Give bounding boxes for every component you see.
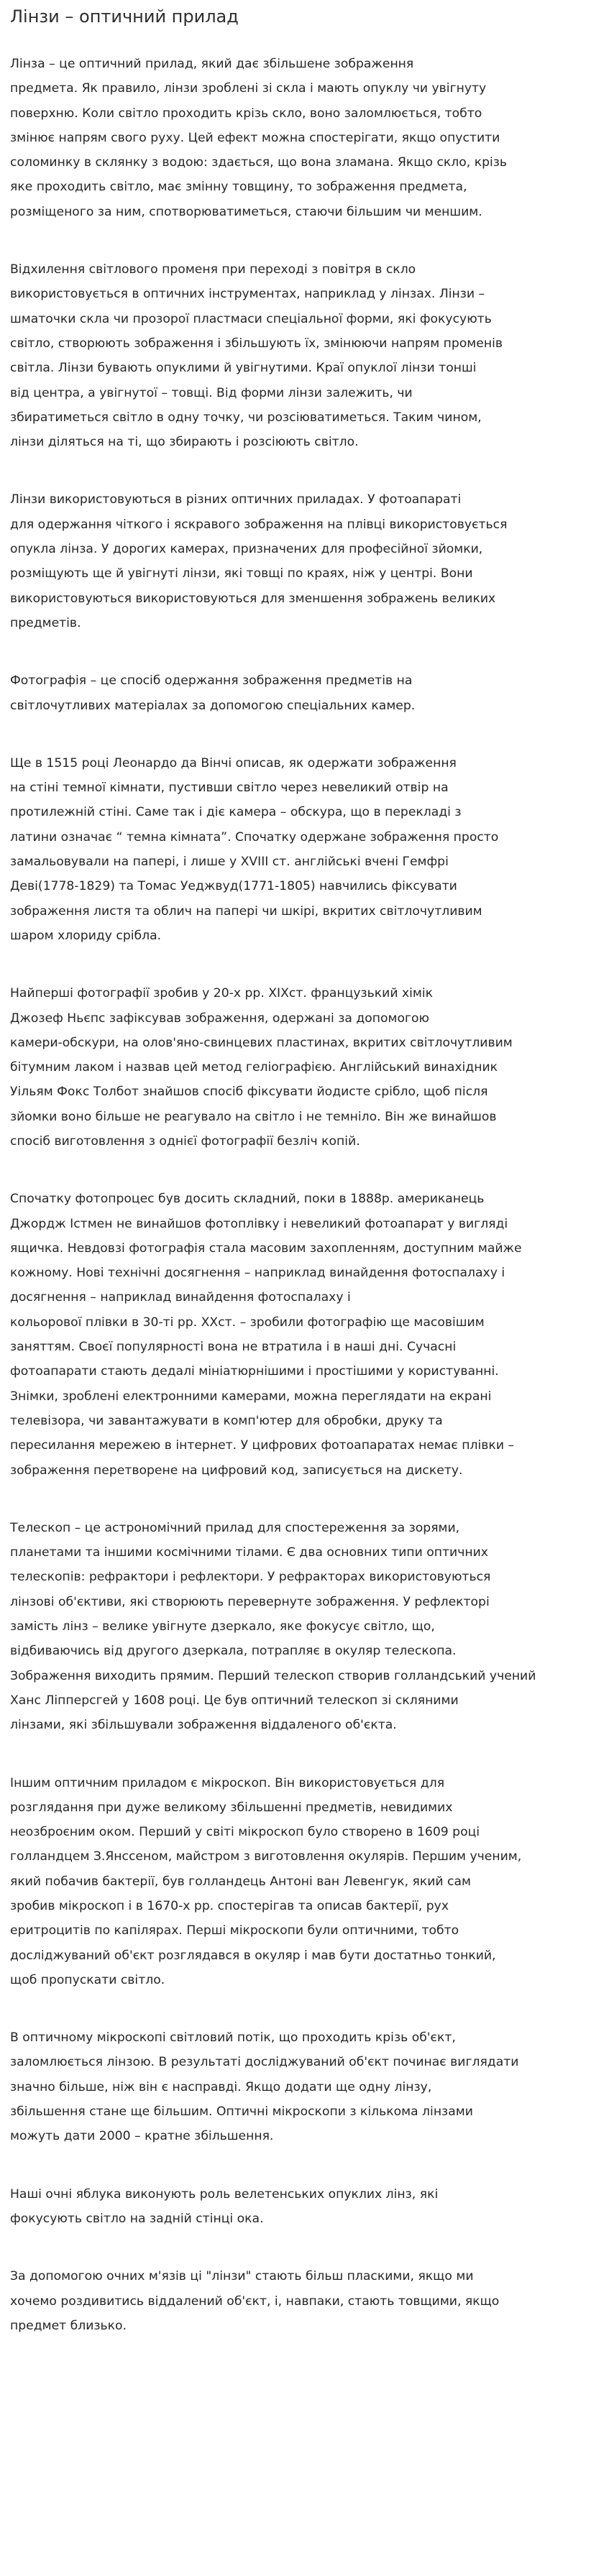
paragraph-camera-obscura: Ще в 1515 році Леонардо да Вінчі описав, як одержати зображення на стіні темної кімнати, пустивши світло через невеликий отвір на протилежній стіні. Саме так і діє камера – обскура, що в перекладі з латини означає “ темна кімната”. Спочатку одержане зображення просто замальовували на папері, і лише у XVIII ст. англійські вчені Гемфрі Деві(1778-1829) та Томас Уеджвуд(1771-1805) навчились фіксувати зображення листя та облич на папері чи шкірі, вкритих світлочутливим шаром хлориду срібла.	[10, 755, 499, 943]
paragraph-telescope: Телескоп – це астрономічний прилад для спостереження за зорями, планетами та іншими космічними тілами. Є два основних типи оптичних телескопів: рефрактори і рефлектори. У рефракторах використовуються лінзові об'єктиви, які створюють перевернуте зображення. У рефлекторі замість лінз – велике увігнуте дзеркало, яке фокусує світло, що, відбиваючись від другого дзеркала, потрапляє в окуляр телескопа. Зображення виходить прямим. Перший телескоп створив голландський учений Ханс Ліпперсгей у 1608 році. Це був оптичний телескоп зі скляними лінзами, які збільшували зображення віддаленого об'єкта.	[10, 1520, 536, 1733]
title-spacer	[10, 29, 599, 52]
paragraph-light-refraction: Відхилення світлового променя при переході з повітря в скло використовується в оптичних інструментах, наприклад у лінзах. Лінзи – шматочки скла чи прозорої пластмаси спеціальної форми, які фокусують світло, створюють зображення і збільшують їх, змінюючи напрям променів світла. Лінзи бувають опуклими й увігнутими. Краї опуклої лінзи тонші від центра, а увігнутої – товщі. Від форми лінзи залежить, чи збиратиметься світло в одну точку, чи розсіюватиметься. Таким чином, лінзи діляться на ті, що збирають і розсіюють світло.	[10, 262, 503, 450]
paragraph-optical-microscope: В оптичному мікроскопі світловий потік, що проходить крізь об'єкт, заломлюється лінзою. В результаті досліджуваний об'єкт починає виглядати значно більше, ніж він є насправді. Якщо додати ще одну лінзу, збільшення стане ще більшим. Оптичні мікроскопи з кількома лінзами можуть дати 2000 – кратне збільшення.	[10, 2030, 519, 2144]
paragraph-eyes: Наші очні яблука виконують роль велетенських опуклих лінз, які фокусують світло на задній стінці ока.	[10, 2186, 439, 2226]
document-body	[10, 52, 599, 2338]
paragraph-lenses-in-devices: Лінзи використовуються в різних оптичних приладах. У фотоапараті для одержання чіткого і яскравого зображення на плівці використовується опукла лінза. У дорогих камерах, призначених для професійної зйомки, розміщують ще й увігнуті лінзи, які товщі по краях, ніж у центрі. Вони використовуються використовуються для зменшення зображень великих предметів.	[10, 492, 508, 630]
paragraph-microscope: Іншим оптичним приладом є мікроскоп. Він використовується для розглядання при дуже великому збільшенні предметів, невидимих неозброєним оком. Перший у світі мікроскоп було створено в 1609 році голландцем З.Янссеном, майстром з виготовлення окулярів. Першим ученим, який побачив бактерії, був голландець Антоні ван Левенгук, який сам зробив мікроскоп і в 1670-х рр. спостерігав та описав бактерії, рух еритроцитів по капілярах. Перші мікроскопи були оптичними, тобто досліджуваний об'єкт розглядався в окуляр і мав бути достатньо тонкий, щоб пропускати світло.	[10, 1775, 522, 1987]
paragraph-photography-definition: Фотографія – це спосіб одержання зображення предметів на світлочутливих матеріалах за допомогою спеціальних камер.	[10, 673, 416, 713]
paragraph-first-photographs: Найперші фотографії зробив у 20-х рр. XIXст. французький хімік Джозеф Ньєпс зафіксував зображення, одержані за допомогою камери-обскури, на олов'яно-свинцевих пластинах, вкритих світлочутливим бітумним лаком і назвав цей метод геліографією. Англійський винахідник Уільям Фокс Толбот знайшов спосіб фіксувати йодисте срібло, щоб після зйомки воно більше не реагувало на світло і не темніло. Він же винайшов спосіб виготовлення з однієї фотографії безліч копій.	[10, 986, 513, 1149]
paragraph-lens-definition: Лінза – це оптичний прилад, який дає збільшене зображення предмета. Як правило, лінзи зроблені зі скла і мають опуклу чи увігнуту поверхню. Коли світло проходить крізь скло, воно заломлюється, тобто змінює напрям свого руху. Цей ефект можна спостерігати, якщо опустити соломинку в склянку з водою: здається, що вона зламана. Якщо скло, крізь яке проходить світло, має змінну товщину, то зображення предмета, розміщеного за ним, спотворюватиметься, стаючи більшим чи меншим.	[10, 57, 508, 219]
paragraph-eye-muscles: За допомогою очних м'язів ці "лінзи" стають більш пласкими, якщо ми хочемо роздивитись віддалений об'єкт, і, навпаки, стають товщими, якщо предмет близько.	[10, 2269, 500, 2333]
document-title: Лінзи – оптичний прилад	[10, 6, 239, 27]
paragraph-photo-process: Спочатку фотопроцес був досить складний, поки в 1888р. американець Джордж Істмен не винайшов фотоплівку і невеликий фотоапарат у вигляді ящичка. Невдовзі фотографія стала масовим захопленням, доступним майже кожному. Нові технічні досягнення – наприклад винайдення фотоспалаху і досягнення – наприклад винайдення фотоспалаху і кольорової плівки в 30-ті рр. XXст. – зробили фотографію ще масовішим заняттям. Своєї популярності вона не втратила і в наші дні. Сучасні фотоапарати стають дедалі мініатюрнішими і простішими у користуванні. Знімки, зроблені електронними камерами, можна переглядати на екрані телевізора, чи завантажувати в комп'ютер для обробки, друку та пересилання мережею в інтернет. У цифрових фотоапаратах немає плівки – зображення перетворене на цифровий код, записується на дискету.	[10, 1192, 522, 1478]
